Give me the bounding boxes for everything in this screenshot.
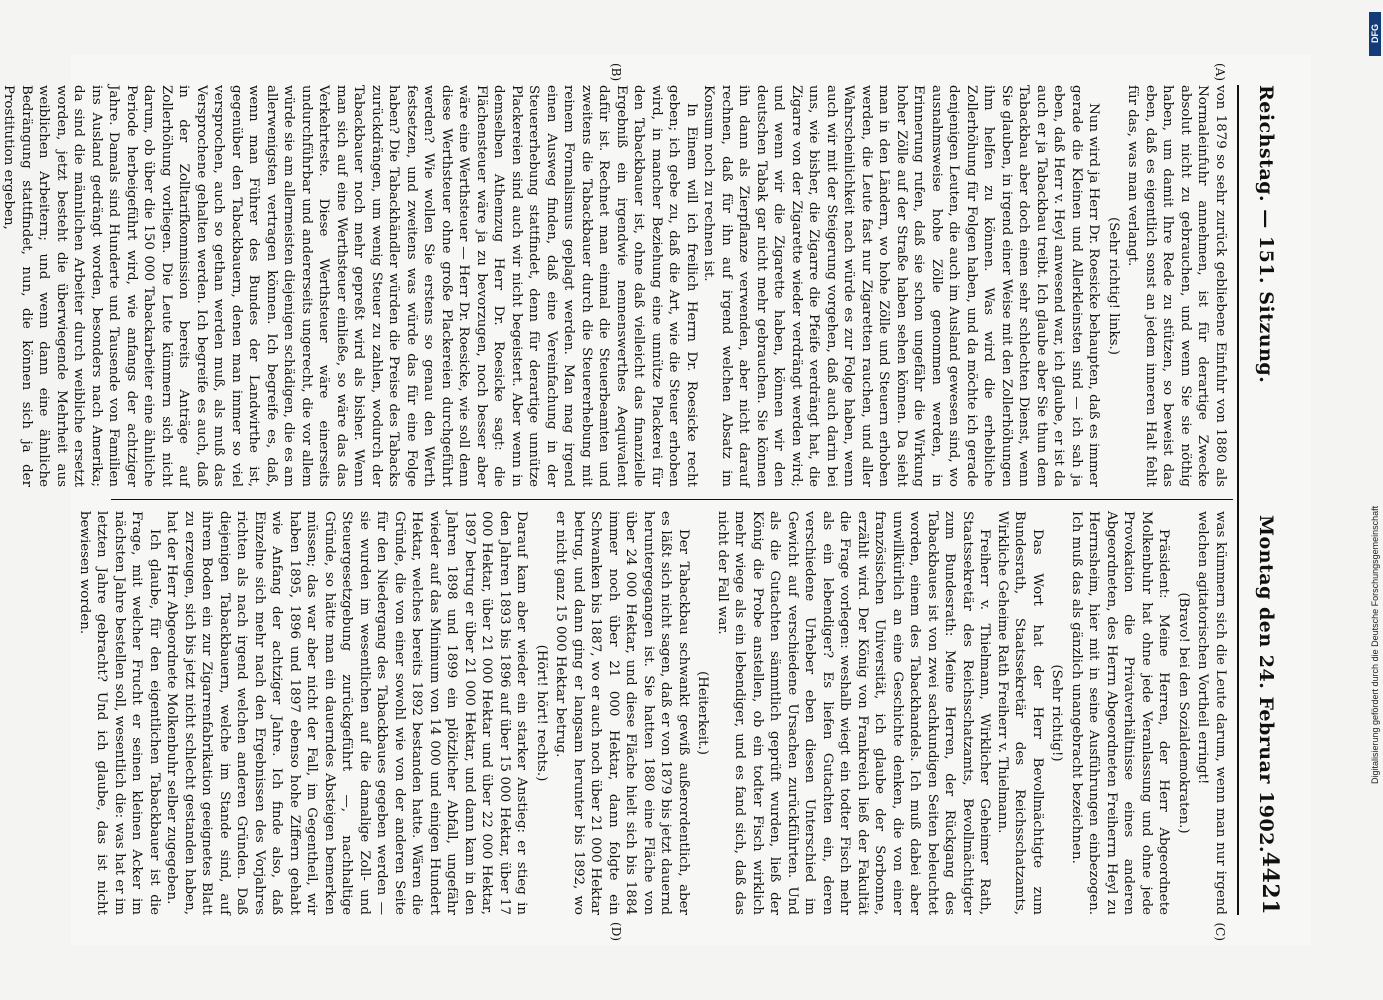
- page-number: 4421: [1257, 851, 1283, 915]
- interjection: (Hört! hört! rechts.): [534, 644, 549, 782]
- paragraph: In Einem will ich freilich Herrn Dr. Roesicke recht geben; ich gebe zu, daß die Art, wie die Steuer erhoben wird, in mancher Beziehung eine unnütze Plackerei für den Tabackbauer ist, ohne daß vielleicht das finanzielle Ergebniß ein irgendwie nennenswerthes Aequivalent dafür ist. Rechnet man einmal die Steuerbeamten und zweitens die Tabackbauer durch die Steuererhebung mit reinem Formalismus geplagt werden. Man mag irgend einen Ausweg finden, daß eine Vereinfachung in der Steuererhebung stattfindet, denn für derartige unnütze Plackereien sind auch wir nicht begeistert. Aber wenn in demselben Athemzug Herr Dr. Roesicke sagt: die Flächensteuer wäre ja zu bevorzugen, noch besser aber wäre eine Werthsteuer — Herr Dr. Roesicke, wie soll denn diese Werthsteuer ohne große Plackereien durchgeführt werden? Wie wollen Sie erstens so genau den Werth festsetzen, und zweitens was würde das für eine Folge haben? Die Tabackhändler würden die Preise des Tabacks zurückdrängen, um wenig Steuer zu zahlen, wodurch der Tabackbauer noch mehr gepreßt wird als bisher. Wenn man sich auf eine Werthsteuer einließe, so wäre das das Verkehrteste. Diese Werthsteuer wäre einerseits undurchführbar und andererseits ungerecht, die vor allem würde sie am allermeisten diejenigen schädigen, die es am allerwenigsten vertragen können. Ich begreife es, daß, wenn man Führer des Bundes der Landwirthe ist, gegenüber den Tabackbauern, denen man immer so viel versprochen, auch so gethan werden muß, als muß das Versprochene gehalten werden. Ich begreife es auch, daß in der Zolltarifkommission bereits Anträge auf Zollerhöhung vorliegen. Die Leute kümmern sich nicht darum, ob über die 150 000 Tabackarbeiter eine ähnliche Periode herbeigeführt wird, wie anfangs der achtziger Jahre. Damals sind Hunderte und Tausende von Familien ins Ausland gedrängt worden, besonders nach Amerika; da sind die männlichen Arbeiter durch weibliche ersetzt worden, jetzt besteht die überwiegende Mehrheit aus weiblichen Arbeitern; und wenn dann eine ähnliche Bedrängung stattfindet, nun, die können sich ja der Prostitution ergeben,: [1, 85, 699, 487]
- paragraph: Freiherr v. Thielmann, Wirklicher Geheimer Rath, Staatssekretär des Reichsschatzamts, Bevollmächtigter zum Bundesrath: Meine Herren, der Rückgang des Tabackbaues ist von zwei sachkundigen Seiten beleuchtet worden, einem des Tabackhandels. Ich muß dabei aber unwillkürlich an eine Geschichte denken, die von einer französischen Universität, ich glaube der Sorbonne, erzählt wird. Der König von Frankreich ließ der Fakultät die Frage vorlegen: weshalb wiegt ein todter Fisch mehr als ein lebendiger? Es liefen Gutachten ein, deren verschiedene Urheber eben diesen Unterschied im Gewicht auf verschiedene Ursachen zurückführten. Und als die Gutachten sämmtlich geprüft wurden, ließ der König die Probe anstellen, ob ein todter Fisch wirklich mehr wiege als ein lebendiger, und es fand sich, daß das nicht der Fall war.: [715, 511, 993, 915]
- margin-marker-a: (A): [1213, 63, 1227, 82]
- interjection: (Bravo! bei den Sozialdemokraten.): [1176, 592, 1191, 834]
- paragraph: Der Tabackbau schwankt gewiß außerordentlich, aber es läßt sich nicht sagen, daß er von 1879 bis jetzt dauernd heruntergegangen ist. Sie hatten 1880 eine Fläche von über 24 000 Hektar, und diese Fläche hielt sich bis 1884 immer noch über 21 000 Hektar, dann folgte ein Schwanken bis 1887, wo er auch noch über 21 000 Hektar betrug, und dann ging er langsam herunter bis 1892, wo er nicht ganz 15 000 Hektar betrug.: [553, 511, 691, 915]
- page-header: [1243, 85, 1283, 915]
- margin-marker-d: (D): [609, 922, 623, 941]
- interjection: (Sehr richtig!): [1049, 664, 1065, 762]
- margin-marker-c: (C): [1213, 922, 1227, 941]
- paragraph: Das Wort hat der Herr Bevollmächtigte zum Bundesrath, Staatssekretär des Reichsschatzamts, Wirkliche Geheime Rath Freiherr v. Thielmann.: [995, 511, 1045, 915]
- paragraph: Präsident: Meine Herren, der Herr Abgeordnete Molkenbuhr hat ohne jede Veranlassung und ohne jede Provokation die Privatverhältnisse eines anderen Abgeordneten, des Herrn Abgeordneten Freiherrn Heyl zu Herrnsheim, hier mit in seine Ausführungen einbezogen. Ich muß das als gänzlich unangebracht bezeichnen.: [1069, 511, 1172, 915]
- running-head-left: Reichstag. — 151. Sitzung.: [1255, 85, 1277, 384]
- dfg-logo: DFG: [1369, 12, 1381, 56]
- paragraph: Ich glaube, für den eigentlichen Tabackbauer ist die Frage, mit welcher Frucht er seinen kleinen Acker im nächsten Jahre bestellen soll, wesentlich die: was hat er im letzten Jahre gebracht? Und ich glaube, das ist nicht bewiesen worden.: [77, 511, 162, 915]
- running-head-date: Montag den 24. Februar 1902.: [1255, 515, 1277, 854]
- margin-marker-b: (B): [609, 63, 623, 82]
- paragraph: Darauf kam aber wieder ein starker Anstieg: er stieg in den Jahren 1893 bis 1896 auf über 15 000 Hektar, über 17 000 Hektar, über 21 000 Hektar und über 22 000 Hektar, 1897 betrug er über 21 000 Hektar, und dann kam in den Jahren 1898 und 1899 ein plötzlicher Abfall, ungefähr wieder auf das Minimum von 14 000 und einigen Hundert Hektar, welches bereits 1892 bestanden hatte. Wären die Gründe, die von einer sowohl wie von der anderen Seite für den Niedergang des Tabackbaues gegeben werden — sie wurden im wesentlichen auf die damalige Zoll- und Steuergesetzgebung zurückgeführt —, nachhaltige Gründe, so hätte man ein dauerndes Absteigen bemerken müssen; das war aber nicht der Fall, im Gegentheil, wir haben 1895, 1896 und 1897 ebenso hohe Ziffern gehabt wie Anfang der achtziger Jahre. Ich finde also, daß Einzelne sich mehr nach den Ergebnissen des Vorjahres richten als nach irgend welchen anderen Gründen. Daß diejenigen Tabackbauern, welche im Stande sind, auf ihrem Boden ein zur Zigarrenfabrikation geeignetes Blatt zu erzeugen, sich bis jetzt nicht schlecht gestanden haben, hat der Herr Abgeordnete Molkenbuhr selber zugegeben.: [164, 511, 530, 915]
- digitization-credit: Digitalisierung gefördert durch die Deutsche Forschungsgemeinschaft: [1370, 505, 1380, 784]
- paragraph: von 1879 so sehr zurück gebliebene Einfuhr von 1880 als Normaleinfuhr annehmen, ist für derartige Zwecke absolut nicht zu gebrauchen, und wenn Sie sie nöthig haben, um damit Ihre Rede zu stützen, so beweist das eben, daß es eigentlich sonst an jedem inneren Halt fehlt für das, was man verlangt.: [1125, 85, 1228, 487]
- column-divider: [111, 499, 1233, 500]
- interjection: (Sehr richtig! links.): [1106, 217, 1121, 355]
- right-text-column: [77, 511, 1229, 915]
- document-page: [1, 55, 1311, 945]
- interjection: (Heiterkeit.): [695, 671, 711, 755]
- paragraph: was kümmern sich die Leute darum, wenn man nur irgend welchen agitatorischen Vortheil erringt!: [1195, 511, 1228, 915]
- digitization-sidebar: [1368, 8, 1382, 998]
- left-text-column: [1, 85, 1229, 487]
- paragraph: Nun wird ja Herr Dr. Roesicke behaupten, daß es immer gerade die Kleinen und Allerkleinsten sind — ich sah ja eben, daß Herr v. Heyl anwesend war, ich glaube, er ist da auch er ja Tabackbau treibt. Ich glaube aber Sie thun dem Tabackbau aber doch einen sehr schlechten Dienst, wenn Sie glauben, in irgend einer Weise mit den Zollerhöhungen ihm helfen zu können. Was wird die erhebliche Zollerhöhung für Folgen haben, und da möchte ich gerade denjenigen Leuten, die auch im Ausland gewesen sind, wo ausnahmsweise hohe Zölle genommen werden, in Erinnerung rufen, daß sie schon ungefähr die Wirkung hoher Zölle auf der Straße haben sehen können. Da sieht man in den Ländern, wo hohe Zölle und Steuern erhoben werden, die Leute fast nur Zigaretten rauchen, und aller Wahrscheinlichkeit nach würde es zur Folge haben, wenn auch wir mit der Steigerung vorgehen, daß auch darin bei uns, wie bisher, die Zigarre die Pfeife verdrängt hat, die Zigarre von der Zigarette wieder verdrängt werden wird; und wenn wir die Zigarette haben, können wir den deutschen Tabak gar nicht mehr gebrauchen. Sie können ihn dann als Zierpflanze verwenden, aber nicht darauf rechnen, daß für ihn auf irgend welchen Absatz im Konsum noch zu rechnen ist.: [701, 85, 1102, 487]
- header-rule: [1237, 85, 1239, 915]
